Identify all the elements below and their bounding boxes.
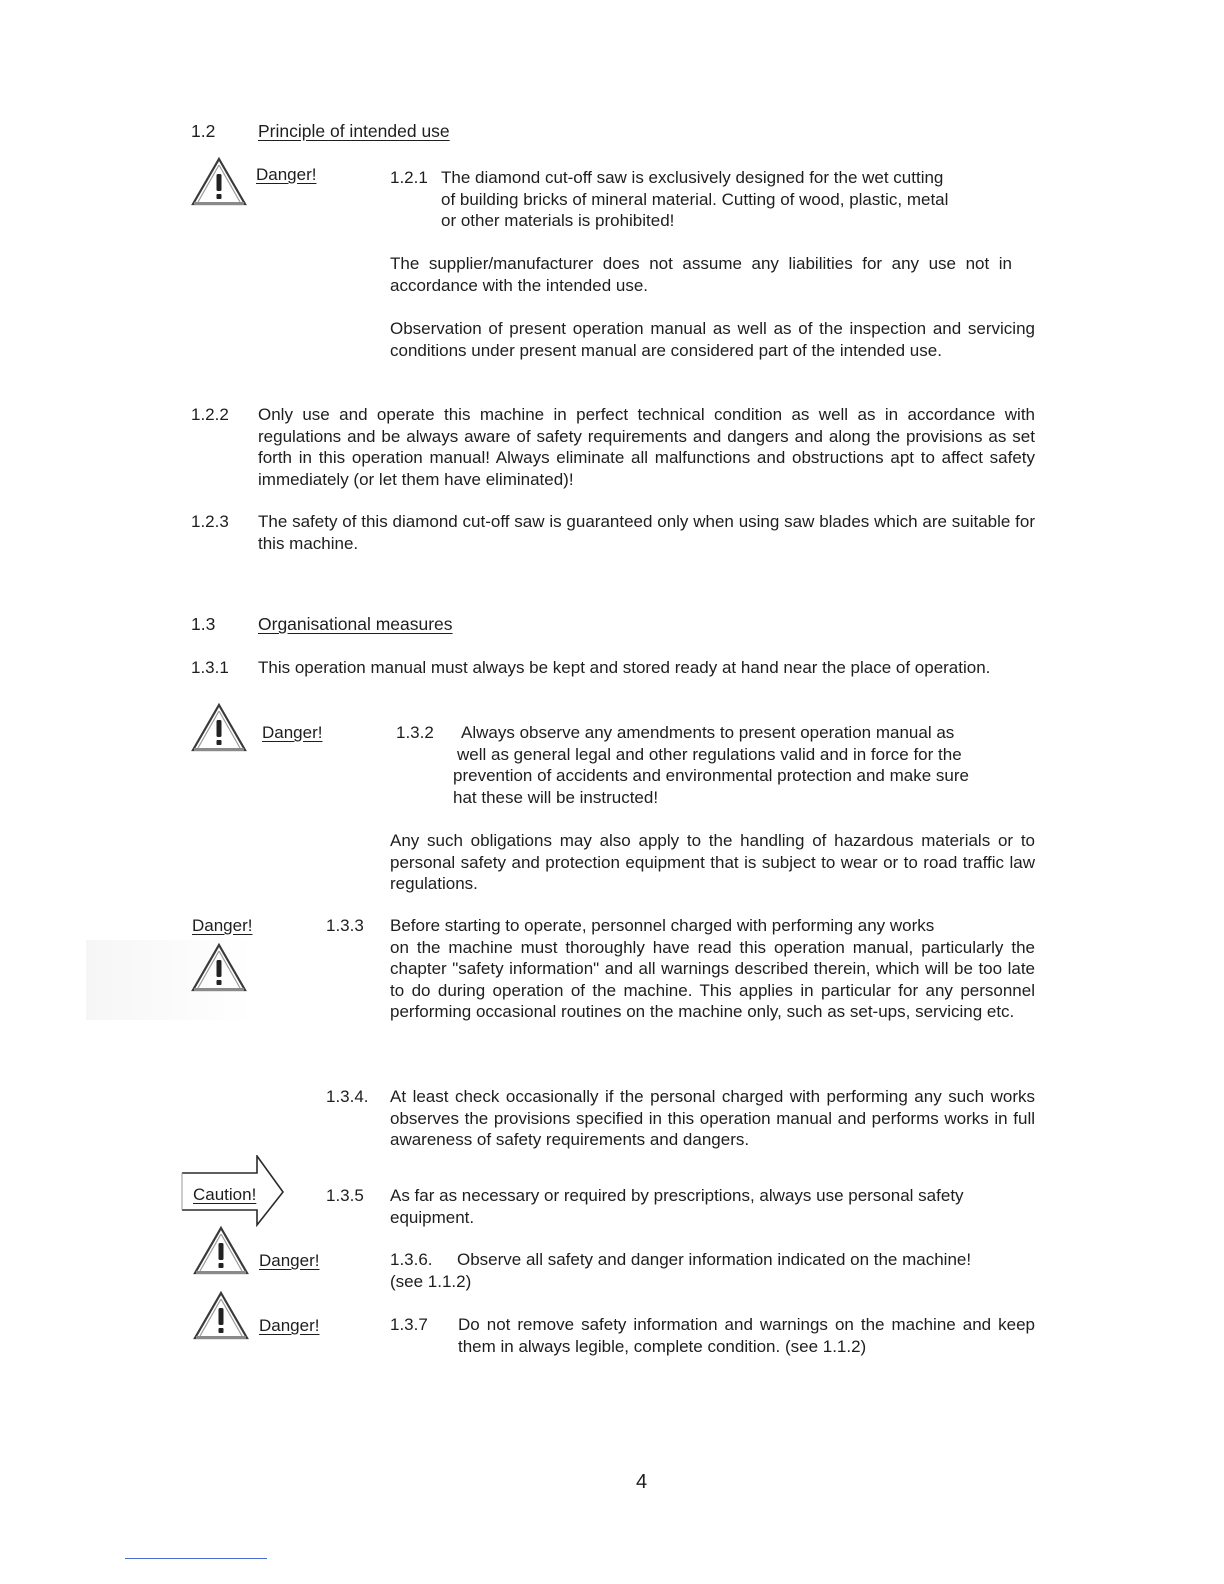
paragraph-1-3-2-line-4: hat these will be instructed! (453, 787, 659, 807)
paragraph-1-3-3 (390, 915, 1035, 1023)
paragraph-number-1-2-3: 1.2.3 (191, 512, 229, 531)
paragraph-1-3-3-rest: on the machine must thoroughly have read this operation manual, particularly the chapter "safety information" and all warnings described therein, which will be too late to do during operation of the machine. This applies in particular for any personnel performing occasional routines on the machine only, such as set-ups, servicing etc. (390, 937, 1035, 1021)
danger-label: Danger! (259, 1251, 320, 1270)
bottom-divider (125, 1558, 267, 1559)
paragraph-number-1-3-6: 1.3.6. (390, 1250, 433, 1269)
paragraph-liability: The supplier/manufacturer does not assume any liabilities for any use not in accordance with the intended use. (390, 254, 1012, 295)
paragraph-1-3-2 (453, 722, 1033, 808)
paragraph-1-3-2-line-2: well as general legal and other regulations valid and in force for the (457, 744, 962, 764)
paragraph-1-2-2: Only use and operate this machine in perfect technical condition as well as in accordance with regulations and be always aware of safety requirements and dangers and along the provisions as set forth in this operation manual! Always eliminate all malfunctions and obstructions apt to affect safety immediately (or let them have eliminated)! (258, 405, 1035, 489)
warning-triangle-icon (190, 942, 248, 994)
warning-triangle-icon (190, 702, 248, 754)
paragraph-1-2-1-line-3: or other materials is prohibited! (441, 211, 675, 230)
paragraph-1-3-7: Do not remove safety information and warnings on the machine and keep them in always legible, complete condition. (see 1.1.2) (458, 1315, 1035, 1356)
paragraph-1-2-3: The safety of this diamond cut-off saw is guaranteed only when using saw blades which are suitable for this machine. (258, 512, 1035, 553)
paragraph-number-1-3-2: 1.3.2 (396, 723, 434, 742)
page-number: 4 (636, 1471, 648, 1493)
paragraph-1-3-6: Observe all safety and danger information indicated on the machine! (457, 1250, 972, 1269)
paragraph-1-3-5: As far as necessary or required by prescriptions, always use personal safety equipment. (390, 1186, 964, 1227)
danger-label: Danger! (262, 723, 323, 742)
paragraph-1-3-6-reference: (see 1.1.2) (390, 1272, 472, 1291)
section-1-2-number: 1.2 (191, 121, 216, 141)
paragraph-number-1-3-5: 1.3.5 (326, 1186, 364, 1205)
paragraph-1-2-1-line-1: The diamond cut-off saw is exclusively designed for the wet cutting (441, 168, 944, 187)
paragraph-number-1-2-2: 1.2.2 (191, 405, 229, 424)
caution-label: Caution! (193, 1185, 257, 1204)
paragraph-1-2-1 (441, 167, 1021, 232)
paragraph-number-1-3-4: 1.3.4. (326, 1087, 369, 1106)
section-1-2-title: Principle of intended use (258, 121, 450, 141)
section-1-3-number: 1.3 (191, 614, 216, 634)
danger-label: Danger! (192, 916, 253, 935)
warning-triangle-icon (192, 1225, 250, 1277)
paragraph-1-3-4: At least check occasionally if the personal charged with performing any such works observes the provisions specified in this operation manual and performs works in full awareness of safety requirements and dangers. (390, 1087, 1035, 1149)
paragraph-1-2-1-line-2: of building bricks of mineral material. Cutting of wood, plastic, metal (441, 189, 949, 209)
warning-triangle-icon (192, 1290, 250, 1342)
paragraph-1-3-3-first-line: Before starting to operate, personnel charged with performing any works (390, 916, 935, 935)
paragraph-number-1-3-3: 1.3.3 (326, 916, 364, 935)
danger-label: Danger! (259, 1316, 320, 1335)
paragraph-number-1-3-7: 1.3.7 (390, 1315, 428, 1334)
warning-triangle-icon (190, 156, 248, 208)
paragraph-1-3-2-line-3: prevention of accidents and environmental protection and make sure (453, 766, 969, 785)
paragraph-number-1-2-1: 1.2.1 (390, 168, 428, 187)
danger-label: Danger! (256, 165, 317, 184)
section-1-3-title: Organisational measures (258, 614, 453, 634)
paragraph-1-3-1: This operation manual must always be kept and stored ready at hand near the place of operation. (258, 658, 991, 677)
paragraph-1-3-2-line-1: Always observe any amendments to present operation manual as (461, 723, 955, 742)
paragraph-observation: Observation of present operation manual as well as of the inspection and servicing conditions under present manual are considered part of the intended use. (390, 319, 1035, 360)
paragraph-obligations: Any such obligations may also apply to the handling of hazardous materials or to personal safety and protection equipment that is subject to wear or to road traffic law regulations. (390, 831, 1035, 893)
paragraph-number-1-3-1: 1.3.1 (191, 658, 229, 677)
